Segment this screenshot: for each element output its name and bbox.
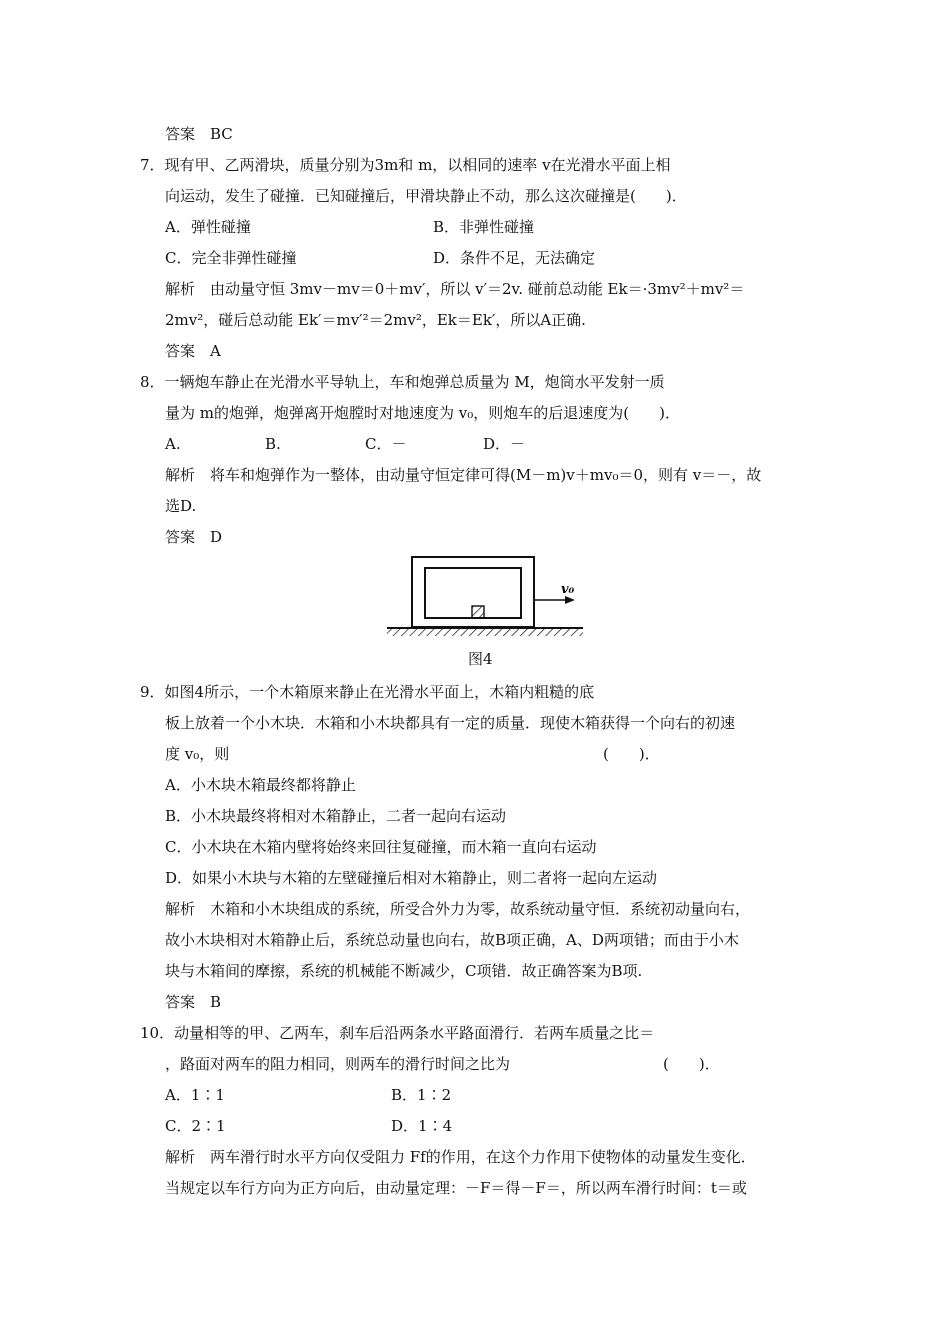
text-line: A．小木块木箱最终都将静止 xyxy=(165,776,356,794)
text-line: 答案 D xyxy=(165,528,223,546)
text-line: 答案 A xyxy=(165,342,221,360)
text-line: 9．如图4所示，一个木箱原来静止在光滑水平面上，木箱内粗糙的底 xyxy=(140,683,595,701)
text-line: 当规定以车行方向为正方向后，由动量定理：－F＝得－F＝，所以两车滑行时间：t＝或 xyxy=(165,1179,747,1197)
text-line: C．－ xyxy=(365,435,407,453)
text-line: 7．现有甲、乙两滑块，质量分别为3m和 m，以相同的速率 v在光滑水平面上相 xyxy=(140,156,671,174)
velocity-arrowhead xyxy=(565,596,575,604)
velocity-label: v₀ xyxy=(561,582,575,597)
text-line: 答案 B xyxy=(165,993,222,1011)
text-line: ( )． xyxy=(663,1055,720,1073)
text-line: D．如果小木块与木箱的左壁碰撞后相对木箱静止，则二者将一起向左运动 xyxy=(165,869,658,887)
text-line: 选D. xyxy=(165,497,197,515)
text-line: 向运动，发生了碰撞．已知碰撞后，甲滑块静止不动，那么这次碰撞是( )． xyxy=(165,187,687,205)
text-line: C．小木块在木箱内壁将始终来回往复碰撞，而木箱一直向右运动 xyxy=(165,838,597,856)
text-line: 解析 两车滑行时水平方向仅受阻力 Ff的作用，在这个力作用下使物体的动量发生变化． xyxy=(165,1148,756,1166)
text-line: 8．一辆炮车静止在光滑水平导轨上，车和炮弹总质量为 M，炮筒水平发射一质 xyxy=(140,373,665,391)
text-line: 10．动量相等的甲、乙两车，刹车后沿两条水平路面滑行．若两车质量之比＝ xyxy=(140,1024,655,1042)
text-line: B．小木块最终将相对木箱静止，二者一起向右运动 xyxy=(165,807,507,825)
text-line: 度 v₀，则 xyxy=(165,745,230,763)
text-line: A．1∶1 xyxy=(165,1086,225,1104)
ground-hatch xyxy=(387,629,583,636)
text-line: B．1∶2 xyxy=(391,1086,452,1104)
text-line: 故小木块相对木箱静止后，系统总动量也向右，故B项正确，A、D两项错；而由于小木 xyxy=(165,931,739,949)
text-line: 解析 木箱和小木块组成的系统，所受合外力为零，故系统动量守恒．系统初动量向右， xyxy=(165,900,751,918)
text-line: 答案 BC xyxy=(165,125,233,143)
text-line: B．非弹性碰撞 xyxy=(433,218,535,236)
small-block xyxy=(472,606,484,618)
text-line: 解析 将车和炮弹作为一整体，由动量守恒定律可得(M－m)v＋mv₀＝0，则有 v＝－，故 xyxy=(165,466,762,484)
text-line: ，路面对两车的阻力相同，则两车的滑行时间之比为 xyxy=(165,1055,511,1073)
figure-caption: 图4 xyxy=(468,650,493,668)
text-line: C．完全非弹性碰撞 xyxy=(165,249,297,267)
text-line: D．1∶4 xyxy=(391,1117,453,1135)
text-line: C．2∶1 xyxy=(165,1117,226,1135)
figure-4-box-diagram xyxy=(385,550,585,640)
text-line: 解析 由动量守恒 3mv－mv＝0＋mv′，所以 v′＝2v. 碰前总动能 Ek＝·3mv²＋mv²＝ xyxy=(165,280,745,298)
text-line: D．－ xyxy=(483,435,526,453)
text-line: A. xyxy=(165,435,181,453)
text-line: 量为 m的炮弹，炮弹离开炮膛时对地速度为 v₀，则炮车的后退速度为( )． xyxy=(165,404,680,422)
text-line: A．弹性碰撞 xyxy=(165,218,251,236)
text-line: 块与木箱间的摩擦，系统的机械能不断减少，C项错．故正确答案为B项. xyxy=(165,962,643,980)
text-line: D．条件不足，无法确定 xyxy=(433,249,596,267)
text-line: 2mv²，碰后总动能 Ek′＝mv′²＝2mv²，Ek＝Ek′，所以A正确. xyxy=(165,311,586,329)
text-line: 板上放着一个小木块．木箱和小木块都具有一定的质量．现使木箱获得一个向右的初速 xyxy=(165,714,736,732)
text-line: ( )． xyxy=(603,745,660,763)
text-line: B. xyxy=(265,435,281,453)
